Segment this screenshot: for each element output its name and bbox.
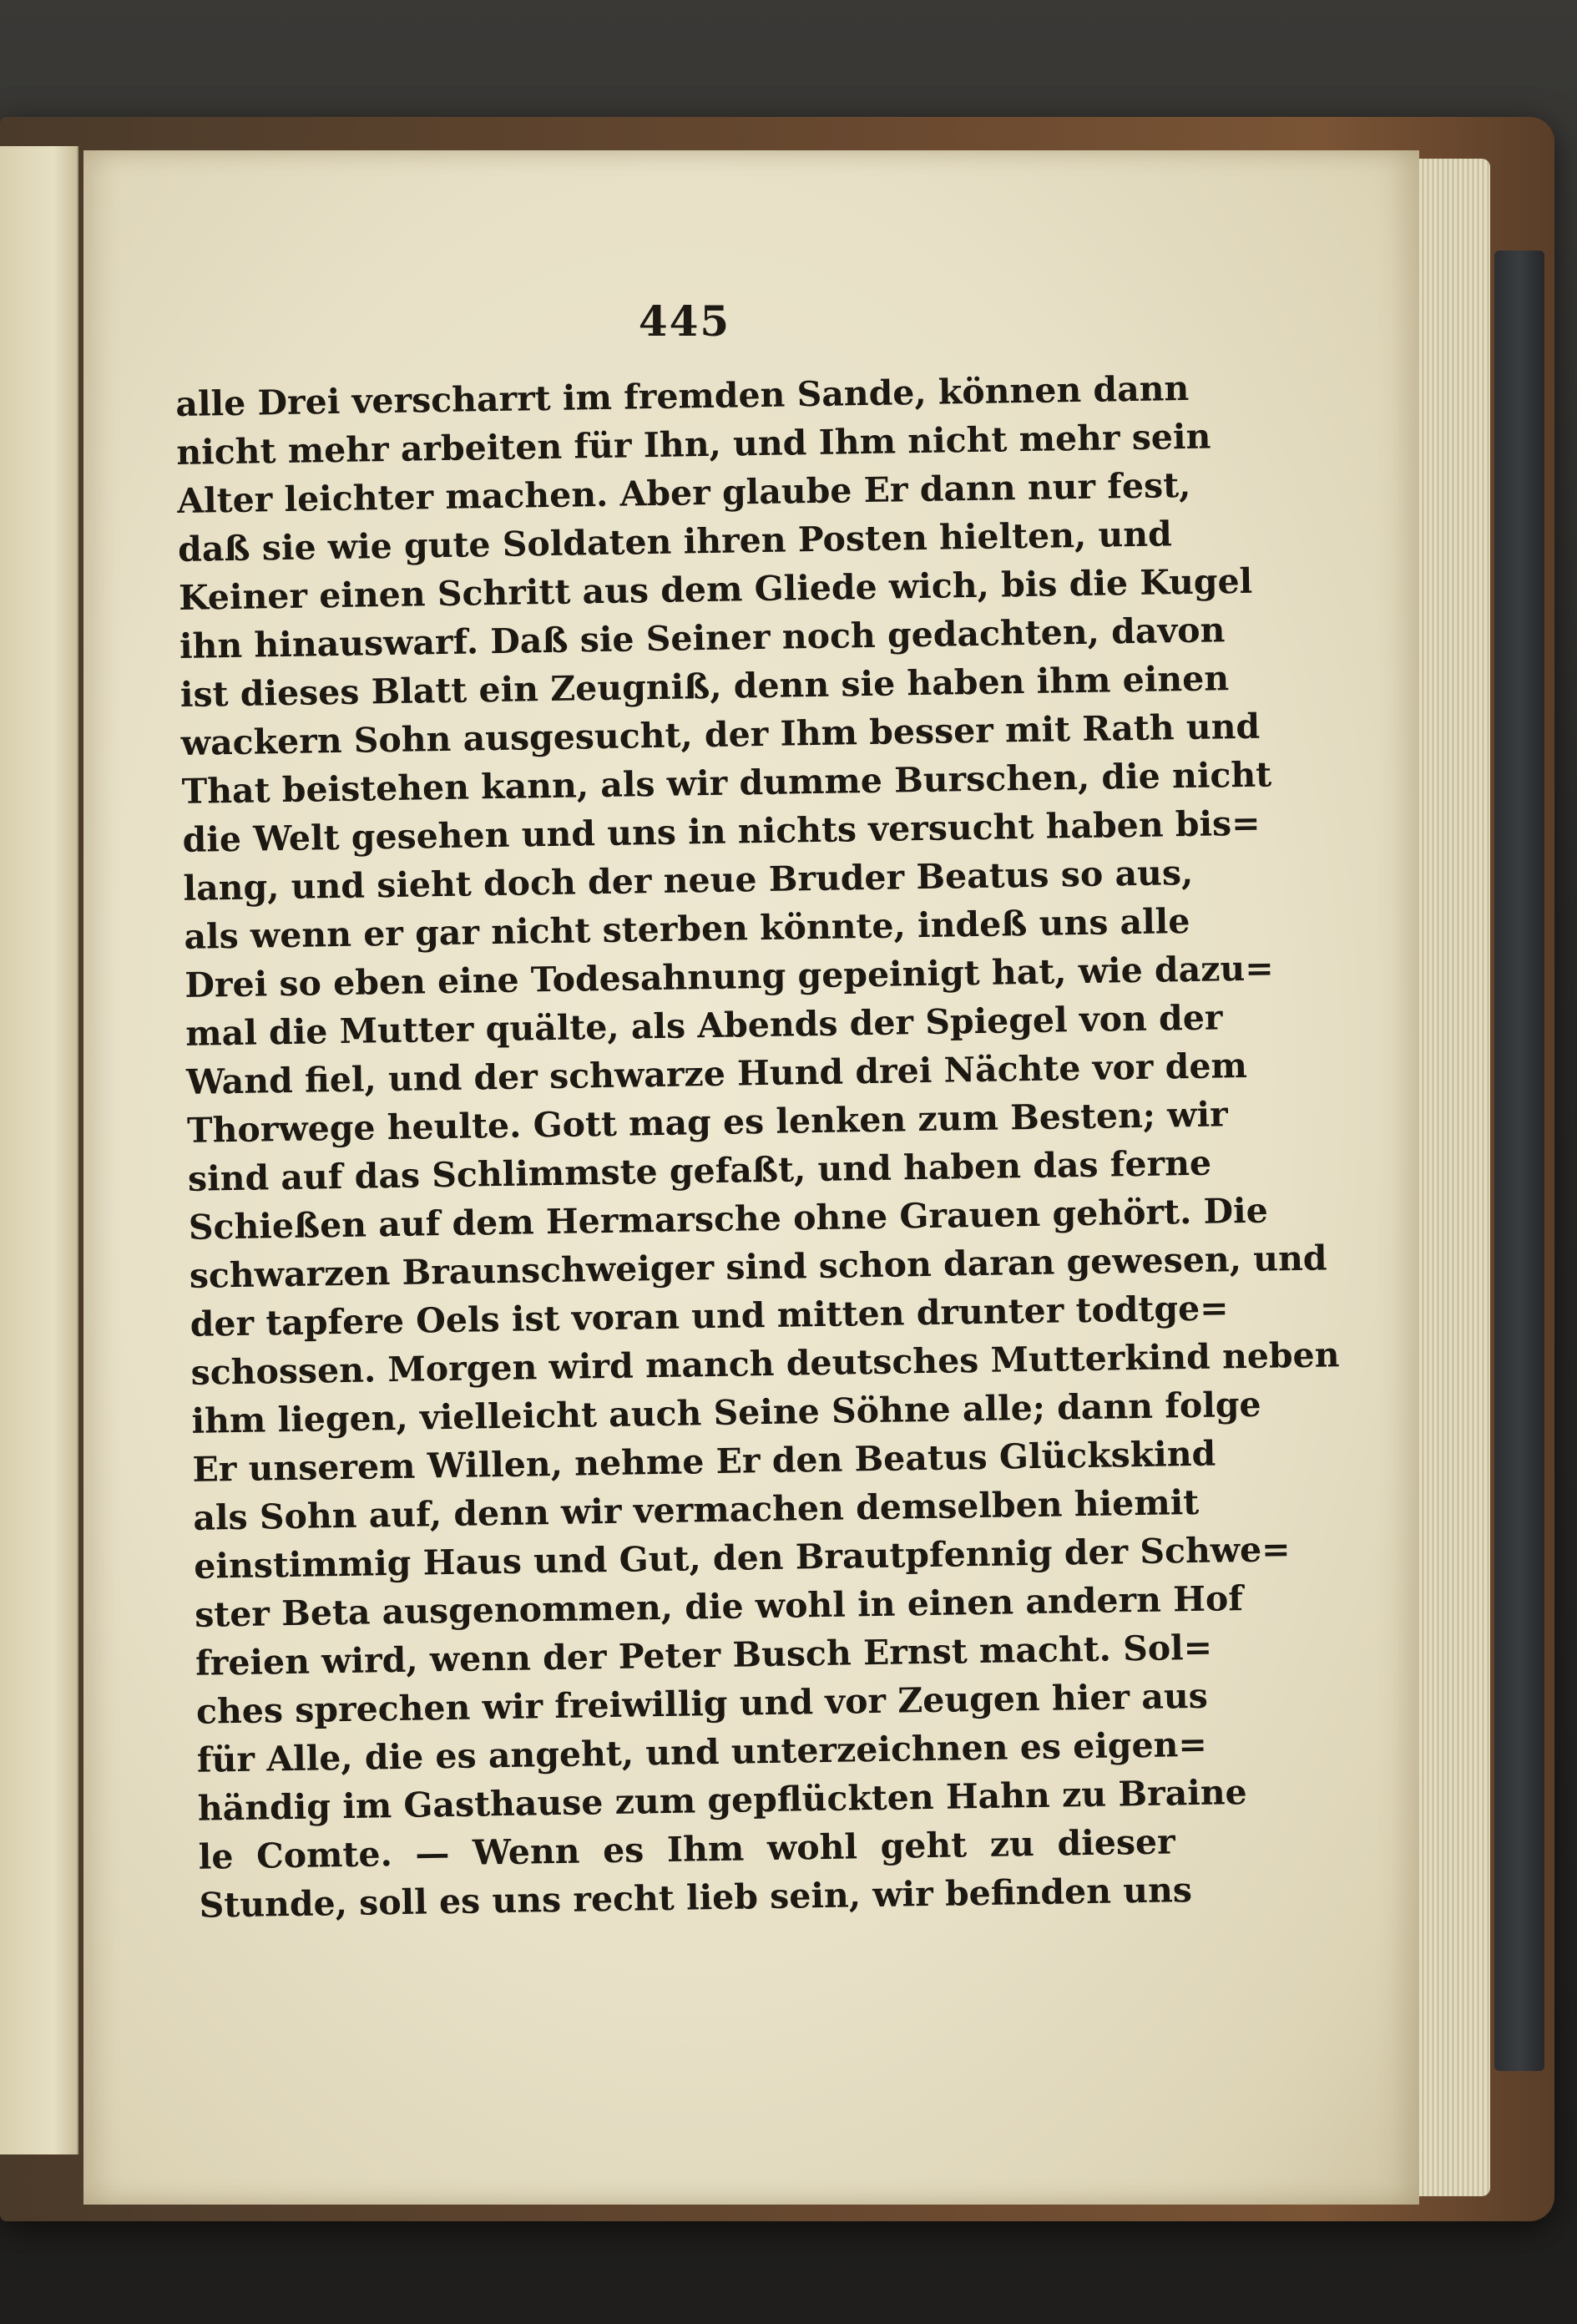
text-line: alle Drei verscharrt im fremden Sande, können dann	[175, 367, 1190, 424]
text-line: händig im Gasthause zum gepflückten Hahn zu Braine	[197, 1772, 1248, 1829]
text-line: Schießen auf dem Hermarsche ohne Grauen gehört. Die	[188, 1190, 1269, 1248]
text-line: That beistehen kann, als wir dumme Burschen, die nicht	[181, 754, 1272, 812]
text-line: Wand fiel, und der schwarze Hund drei Nächte vor dem	[185, 1045, 1248, 1102]
text-line: Keiner einen Schritt aus dem Gliede wich, bis die Kugel	[178, 560, 1253, 618]
text-line: le Comte. — Wenn es Ihm wohl geht zu dieser	[198, 1821, 1176, 1877]
text-line: wackern Sohn ausgesucht, der Ihm besser mit Rath und	[180, 706, 1261, 763]
text-line: als wenn er gar nicht sterben könnte, indeß uns alle	[184, 900, 1190, 957]
text-line: mal die Mutter quälte, als Abends der Spiegel von der	[184, 997, 1223, 1054]
text-line: schwarzen Braunschweiger sind schon daran gewesen, und	[189, 1238, 1327, 1296]
text-line: schossen. Morgen wird manch deutsches Mutterkind neben	[190, 1334, 1340, 1393]
text-line: Alter leichter machen. Aber glaube Er dann nur fest,	[176, 464, 1191, 521]
book-cover-edge	[1494, 251, 1544, 2071]
page-text	[175, 365, 1340, 1930]
text-line: sind auf das Schlimmste gefaßt, und haben das ferne	[187, 1142, 1212, 1199]
page-number: 445	[638, 296, 731, 346]
text-line: der tapfere Oels ist voran und mitten drunter todtge=	[190, 1288, 1229, 1344]
text-line: ches sprechen wir freiwillig und vor Zeugen hier aus	[195, 1675, 1209, 1732]
text-line: einstimmig Haus und Gut, den Brautpfennig der Schwe=	[193, 1529, 1291, 1587]
text-line: nicht mehr arbeiten für Ihn, und Ihm nicht mehr sein	[175, 416, 1211, 473]
text-line: ihm liegen, vielleicht auch Seine Söhne alle; dann folge	[191, 1384, 1261, 1441]
text-line: Drei so eben eine Todesahnung gepeinigt hat, wie dazu=	[184, 948, 1275, 1005]
text-line: lang, und sieht doch der neue Bruder Beatus so aus,	[183, 852, 1194, 909]
text-line: für Alle, die es angeht, und unterzeichnen es eigen=	[196, 1724, 1208, 1780]
text-line: ist dieses Blatt ein Zeugniß, denn sie haben ihm einen	[179, 658, 1230, 715]
text-line: Stunde, soll es uns recht lieb sein, wir befinden uns	[199, 1870, 1193, 1926]
text-line: ster Beta ausgenommen, die wohl in einen andern Hof	[194, 1578, 1244, 1635]
text-line: freien wird, wenn der Peter Busch Ernst macht. Sol=	[195, 1627, 1213, 1684]
text-line: als Sohn auf, denn wir vermachen demselben hiemit	[193, 1481, 1200, 1538]
text-line: ihn hinauswarf. Daß sie Seiner noch gedachten, davon	[179, 610, 1226, 666]
text-line: Thorwege heulte. Gott mag es lenken zum Besten; wir	[186, 1094, 1229, 1151]
text-line: daß sie wie gute Soldaten ihren Posten hielten, und	[177, 514, 1173, 570]
text-line: Er unserem Willen, nehme Er den Beatus Glückskind	[192, 1433, 1216, 1490]
text-line: die Welt gesehen und uns in nichts versucht haben bis=	[182, 803, 1261, 860]
left-page-edge	[0, 146, 78, 2154]
